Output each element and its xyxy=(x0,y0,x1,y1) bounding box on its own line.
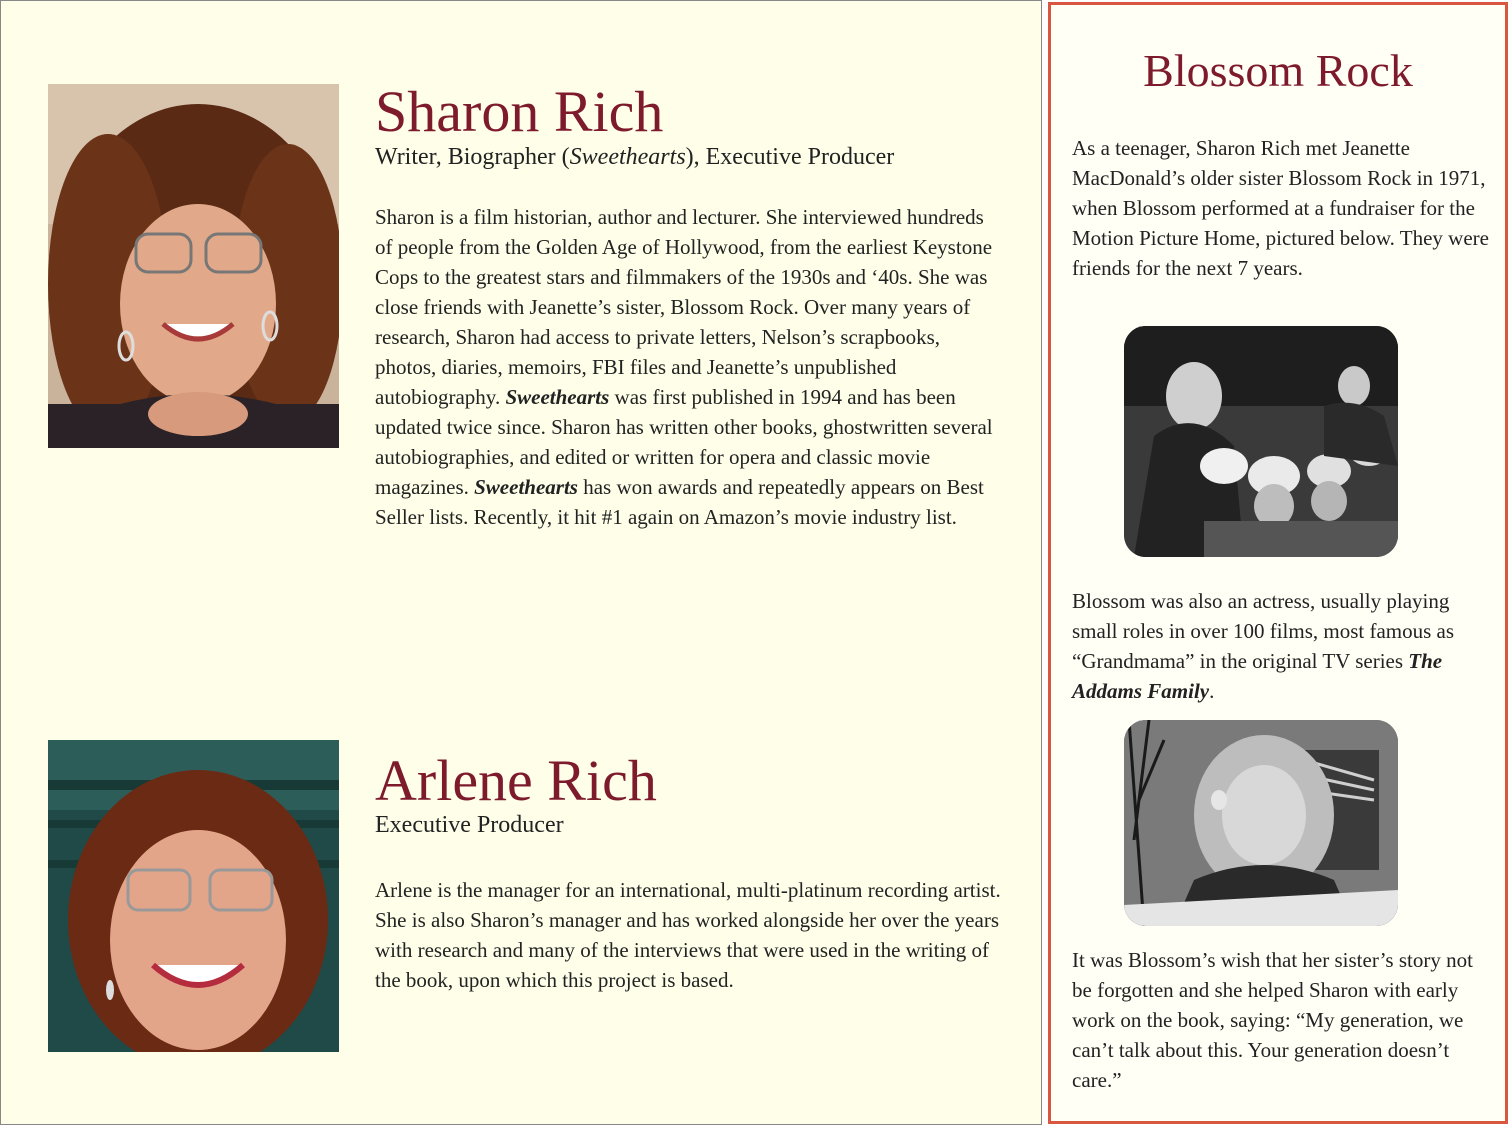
sidebar-paragraph-2-text: Blossom was also an actress, usually playing small roles in over 100 films, most famous as “Grandmama” in the original TV series xyxy=(1072,589,1455,673)
sidebar-paragraph-2-end: . xyxy=(1209,679,1215,703)
sharon-role xyxy=(375,143,894,172)
sharon-portrait-photo xyxy=(48,84,339,448)
sharon-bio-text: has won awards and repeatedly appears on Best Seller lists. Recently, it hit #1 again on Amazon’s movie industry list. xyxy=(375,475,984,529)
sharon-bio xyxy=(375,202,1005,532)
blossom-rock-sidebar xyxy=(1048,2,1508,1124)
arlene-portrait-photo xyxy=(48,740,339,1052)
motion-picture-home-photo xyxy=(1124,326,1398,557)
sharon-bio-book-title: Sweethearts xyxy=(505,385,610,409)
arlene-name-heading: Arlene Rich xyxy=(375,748,657,813)
sharon-bio-text: was first published in 1994 and has been updated twice since. Sharon has written other books, ghostwritten several autobiographies, and edited or written for opera and classic movie magazines. xyxy=(375,385,993,499)
grandmama-addams-photo xyxy=(1124,720,1398,926)
sharon-name-heading: Sharon Rich xyxy=(375,79,664,144)
arlene-role: Executive Producer xyxy=(375,812,564,838)
sharon-bio-book-title: Sweethearts xyxy=(474,475,578,499)
arlene-bio: Arlene is the manager for an international, multi-platinum recording artist. She is also Sharon’s manager and has worked alongside her over the years with research and many of the interviews that were used in the writing of the book, upon which this project is based. xyxy=(375,878,1001,992)
sharon-role-book-title: Sweethearts xyxy=(569,144,686,170)
sharon-bio-text: Sharon is a film historian, author and lecturer. She interviewed hundreds of people from the Golden Age of Hollywood, from the earliest Keystone Cops to the greatest stars and filmmakers of the 1930s and ‘40s. She was close friends with Jeanette’s sister, Blossom Rock. Over many years of research, Sharon had access to private letters, Nelson’s scrapbooks, photos, diaries, memoirs, FBI files and Jeanette’s unpublished autobiography. xyxy=(375,205,993,409)
addams-family-title: The Addams Family xyxy=(1072,649,1443,703)
sidebar-title: Blossom Rock xyxy=(1143,45,1413,96)
sidebar-paragraph-3: It was Blossom’s wish that her sister’s story not be forgotten and she helped Sharon with early work on the book, saying: “My generation, we can’t talk about this. Your generation doesn’t care.” xyxy=(1072,948,1473,1092)
sharon-role-prefix: Writer, Biographer ( xyxy=(375,144,570,170)
sidebar-paragraph-2 xyxy=(1072,586,1492,706)
sharon-role-suffix: ), Executive Producer xyxy=(685,144,895,170)
sidebar-paragraph-1: As a teenager, Sharon Rich met Jeanette MacDonald’s older sister Blossom Rock in 1971, when Blossom performed at a fundraiser for the Motion Picture Home, pictured below. They were friends for the next 7 years. xyxy=(1072,136,1489,280)
